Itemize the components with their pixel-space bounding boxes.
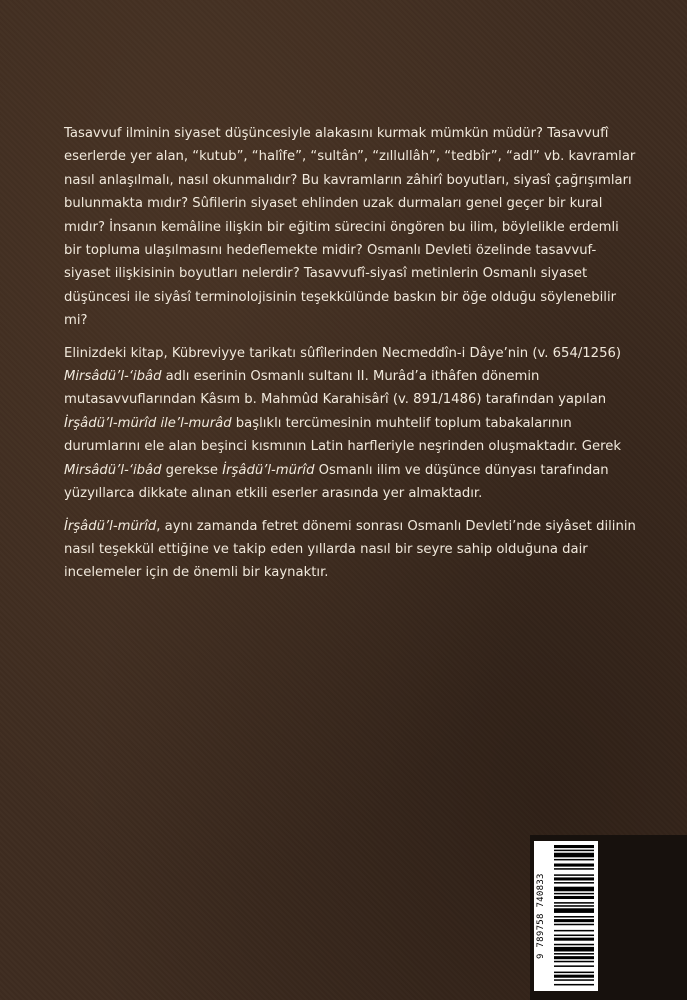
p3-text: , aynı zamanda fetret dönemi sonrası Osmanlı Devleti’nde siyâset dilinin nasıl teşekkül ettiğine ve takip eden yıllarda nasıl bir seyre sahip olduğuna dair incelemeler için de önemli bir kaynaktır. [64, 518, 636, 581]
p2-text-i: Osmanlı ilim ve düşünce dünyası tarafından yüzyıllarca dikkate alınan etkili eserler arasında yer almaktadır. [64, 462, 609, 502]
back-cover-description [64, 122, 639, 594]
p2-text-c: adlı eserinin Osmanlı sultanı II. Murâd’a ithâfen dönemin mutasavvuflarından Kâsım b. Mahmûd Karahisârî (v. 891/1486) tarafından yapılan [64, 369, 607, 408]
p3-work-title: İrşâdü’l-mürîd [64, 518, 157, 534]
description-paragraph-1: Tasavvuf ilminin siyaset düşüncesiyle alakasını kurmak mümkün müdür? Tasavvufî eserlerde yer alan, “kutub”, “halîfe”, “sultân”, “zıllullâh”, “tedbîr”, “adl” vb. kavramlar nasıl anlaşılmalı, nasıl okunmalıdır? Bu kavramların zâhirî boyutları, siyasî çağrışımları bulunmakta mıdır? Sûfilerin siyaset ehlinden uzak durmaları genel geçer bir kural mıdır? İnsanın kemâline ilişkin bir eğitim sürecini öngören bu ilim, böylelikle erdemli bir topluma ulaşılmasını hedeflemekte midir? Osmanlı Devleti özelinde tasavvuf-siyaset ilişkisinin boyutları nelerdir? Tasavvufî-siyasî metinlerin Osmanlı siyaset düşüncesi ile siyâsî terminolojisinin teşekkülünde baskın bir öğe olduğu söylenebilir mi? [64, 126, 636, 329]
description-paragraph-3 [64, 515, 639, 585]
p2-work-title-4: İrşâdü’l-mürîd [222, 462, 315, 478]
p2-text-e: başlıklı tercümesinin muhtelif toplum tabakalarının durumlarını ele alan beşinci kısmının Latin harfleriyle neşrinden oluşmaktadır. Gerek [64, 415, 621, 455]
description-paragraph-2 [64, 342, 639, 506]
p2-text-g: gerekse [161, 462, 223, 478]
p2-work-title-1: Mirsâdü’l-‘ibâd [64, 369, 162, 385]
p2-work-title-2: İrşâdü’l-mürîd ile’l-murâd [64, 415, 232, 431]
isbn-number: 9 789758 740833 [536, 873, 546, 959]
p2-work-title-3: Mirsâdü’l-‘ibâd [64, 462, 162, 478]
p2-text-a: Elinizdeki kitap, Kübreviyye tarikatı sûfîlerinden Necmeddîn-i Dâye’nin (v. 654/1256) [64, 345, 621, 361]
barcode-icon [554, 845, 594, 987]
